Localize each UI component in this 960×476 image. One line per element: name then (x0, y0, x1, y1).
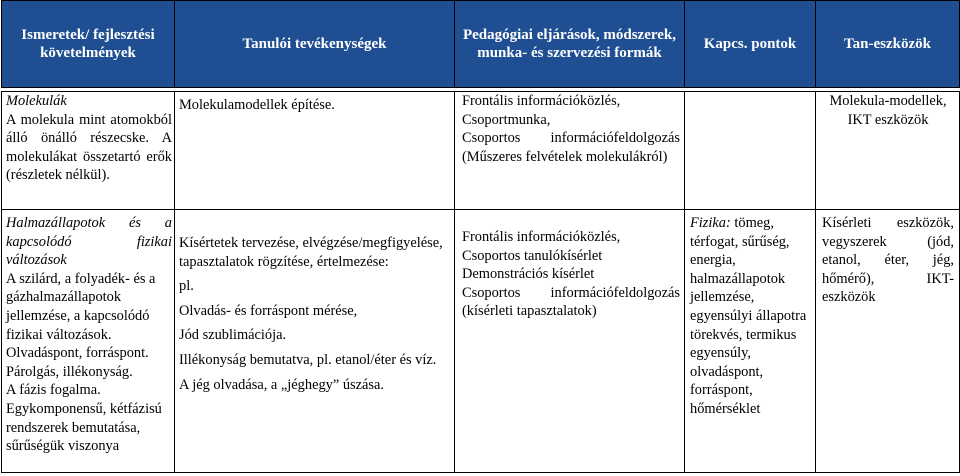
row1-tools-cell (816, 92, 960, 210)
curriculum-table (1, 0, 960, 473)
row2-topic-line: Olvadáspont, forráspont. (6, 345, 149, 362)
row2-subject-label: Fizika: (690, 215, 731, 231)
header-row (2, 1, 960, 88)
row2-method-item: Frontális információközlés, (462, 229, 621, 245)
row1-activity-cell (175, 92, 455, 210)
row2-activity-cell (175, 210, 455, 473)
row2-method-item: Csoportos információfeldolgozás (kísérleti tapasztalatok) (462, 284, 680, 320)
row2-topic-line: A fázis fogalma. (6, 382, 101, 399)
table-row (2, 210, 960, 473)
row1-topic-text: A molekula mint atomokból álló önálló részecske. A molekulákat összetartó erők (részletek nélkül). (6, 111, 172, 184)
row2-activity-item: Kísértetek tervezése, elvégzése/megfigyelése, tapasztalatok rögzítése, értelmezése: (179, 235, 443, 270)
row2-connections-cell (685, 210, 816, 473)
row1-method-item: Csoportmunka, (462, 111, 551, 128)
row2-activity-item: A jég olvadása, a „jéghegy” úszása. (179, 376, 384, 393)
row1-tools-text: Molekula-modellek, IKT eszközök (829, 93, 947, 128)
row2-topic-line: A szilárd, a folyadék- és a gázhalmazállapotok jellemzése, a kapcsolódó fizikai változások. (6, 270, 156, 343)
row2-activity-item: pl. (179, 278, 194, 295)
row2-topic-title: Halmazállapotok és a kapcsolódó fizikai változások (6, 215, 172, 269)
row2-activity-item: Jód szublimációja. (179, 327, 287, 344)
row1-methods-cell (455, 92, 685, 210)
row2-tools-text: Kísérleti eszközök, vegyszerek (jód, etanol, éter, jég, hőmérő), IKT-eszközök (822, 215, 954, 306)
row1-method-item: Frontális információközlés, (462, 93, 621, 109)
header-knowledge: Ismeretek/ fejlesztési követelmények (2, 1, 175, 88)
row1-knowledge-cell (2, 92, 175, 210)
row2-connections-text: tömeg, térfogat, sűrűség, energia, halmazállapotok jellemzése, egyensúlyi állapotra törekvés, termikus egyensúly, olvadáspont, forráspont, hőmérséklet (690, 215, 807, 417)
row2-knowledge-cell (2, 210, 175, 473)
row2-methods-cell (455, 210, 685, 473)
header-connections: Kapcs. pontok (685, 1, 816, 88)
row2-topic-line: Egykomponensű, kétfázisú rendszerek bemutatása, sűrűségük viszonya (6, 400, 162, 455)
table-row (2, 92, 960, 210)
row2-method-item: Csoportos tanulókísérlet (462, 247, 603, 264)
row2-method-item: Demonstrációs kísérlet (462, 266, 595, 283)
header-tools: Tan-eszközök (816, 1, 960, 88)
row2-activity-item: Olvadás- és forráspont mérése, (179, 302, 358, 319)
row2-topic-line: Párolgás, illékonyság. (6, 363, 133, 380)
header-student-activities: Tanulói tevékenységek (175, 1, 455, 88)
row1-topic-title: Molekulák (6, 93, 67, 109)
row2-activity-item: Illékonyság bemutatva, pl. etanol/éter és víz. (179, 351, 437, 368)
row1-method-item: Csoportos információfeldolgozás (Műszeres felvételek molekulákról) (462, 130, 680, 165)
header-methods: Pedagógiai eljárások, módszerek, munka- és szervezési formák (455, 1, 685, 88)
row2-tools-cell (816, 210, 960, 473)
row1-connections-cell (685, 92, 816, 210)
row1-activity-text: Molekulamodellek építése. (179, 97, 335, 113)
